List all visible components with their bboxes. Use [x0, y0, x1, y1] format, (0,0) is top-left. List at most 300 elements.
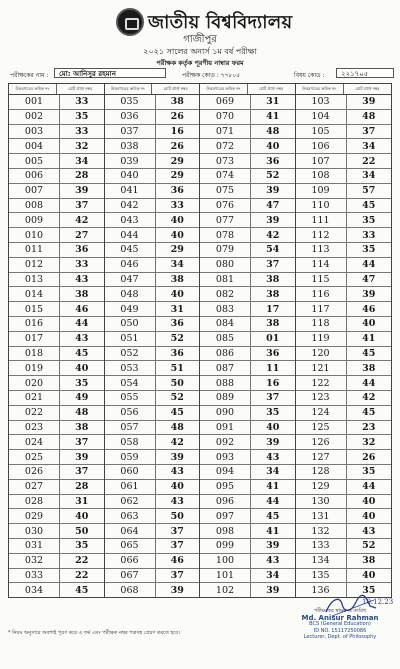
table-row — [9, 465, 104, 480]
answer-script-serial: 100 — [200, 554, 251, 568]
obtained-marks: 47 — [266, 199, 280, 211]
table-row — [9, 495, 104, 510]
obtained-marks: 38 — [362, 555, 376, 567]
answer-script-serial: 087 — [200, 361, 251, 375]
table-row — [9, 95, 104, 110]
answer-script-serial: 067 — [105, 569, 156, 583]
answer-script-serial: 055 — [105, 391, 156, 405]
answer-script-serial: 012 — [9, 258, 60, 272]
obtained-marks: 29 — [170, 244, 184, 256]
table-row — [105, 110, 200, 125]
obtained-marks: 38 — [266, 288, 280, 300]
obtained-marks: 52 — [362, 540, 376, 552]
table-row — [9, 554, 104, 569]
table-row — [105, 213, 200, 228]
table-row — [296, 169, 392, 184]
answer-script-serial: 065 — [105, 539, 156, 553]
table-row — [105, 302, 200, 317]
obtained-marks: 39 — [362, 96, 376, 108]
table-row — [296, 421, 392, 436]
obtained-marks: 34 — [75, 155, 89, 167]
examiner-code-label: পরীক্ষক কোড : ৭৭৮০৫ — [182, 72, 241, 79]
column-header — [200, 84, 295, 95]
table-row — [9, 199, 104, 214]
answer-script-serial: 113 — [296, 243, 347, 257]
table-row — [200, 184, 295, 199]
answer-script-serial: 109 — [296, 184, 347, 198]
obtained-marks: 39 — [362, 288, 376, 300]
table-row — [200, 110, 295, 125]
answer-script-serial: 110 — [296, 199, 347, 213]
obtained-marks: 50 — [75, 525, 89, 537]
answer-script-serial: 014 — [9, 287, 60, 301]
answer-script-serial: 044 — [105, 228, 156, 242]
table-row — [200, 243, 295, 258]
obtained-marks: 33 — [362, 229, 376, 241]
answer-script-serial: 018 — [9, 347, 60, 361]
table-row — [200, 539, 295, 554]
table-row — [9, 347, 104, 362]
obtained-marks: 43 — [75, 333, 89, 345]
stamp-title: BCS (General Education) — [309, 621, 371, 627]
answer-script-serial: 073 — [200, 154, 251, 168]
answer-script-serial: 042 — [105, 199, 156, 213]
obtained-marks: 16 — [266, 377, 280, 389]
table-row — [105, 465, 200, 480]
answer-script-serial: 101 — [200, 569, 251, 583]
answer-script-serial: 048 — [105, 287, 156, 301]
table-row — [105, 199, 200, 214]
obtained-marks: 33 — [75, 259, 89, 271]
answer-script-serial: 107 — [296, 154, 347, 168]
answer-script-serial: 092 — [200, 435, 251, 449]
answer-script-serial: 068 — [105, 583, 156, 597]
marks-header: মোট প্রাপ্ত নম্বর — [355, 86, 380, 91]
answer-script-serial: 124 — [296, 406, 347, 420]
table-row — [105, 509, 200, 524]
obtained-marks: 38 — [170, 273, 184, 285]
table-row — [9, 391, 104, 406]
answer-script-serial: 061 — [105, 480, 156, 494]
obtained-marks: 29 — [170, 170, 184, 182]
table-row — [9, 524, 104, 539]
obtained-marks: 35 — [362, 584, 376, 596]
obtained-marks: 52 — [170, 392, 184, 404]
obtained-marks: 39 — [75, 451, 89, 463]
obtained-marks: 39 — [75, 185, 89, 197]
table-row — [296, 317, 392, 332]
obtained-marks: 57 — [362, 185, 376, 197]
table-row — [105, 406, 200, 421]
obtained-marks: 11 — [266, 362, 280, 374]
obtained-marks: 38 — [170, 96, 184, 108]
table-row — [9, 406, 104, 421]
obtained-marks: 48 — [362, 111, 376, 123]
table-row — [200, 421, 295, 436]
table-row — [105, 332, 200, 347]
obtained-marks: 34 — [170, 259, 184, 271]
answer-script-serial: 078 — [200, 228, 251, 242]
marks-column — [200, 84, 296, 597]
answer-script-serial: 104 — [296, 110, 347, 124]
table-row — [296, 361, 392, 376]
obtained-marks: 43 — [362, 525, 376, 537]
table-row — [296, 125, 392, 140]
subject-code-label: বিষয় কোড : — [294, 72, 325, 79]
table-row — [9, 154, 104, 169]
footer-note: * নিয়ম অনুসারে অবশ্যই পূরণ করে এ ফর্ম এবং পরীক্ষক নম্বর পত্রসহ প্রেরণ করতে হবে। — [8, 630, 180, 636]
obtained-marks: 43 — [170, 466, 184, 478]
obtained-marks: 22 — [75, 569, 89, 581]
table-row — [105, 273, 200, 288]
marks-column — [105, 84, 201, 597]
answer-script-serial: 122 — [296, 376, 347, 390]
answer-script-serial: 112 — [296, 228, 347, 242]
stamp-id: ID NO. 15117250086 — [313, 627, 367, 634]
answer-script-serial: 001 — [9, 95, 60, 109]
table-row — [105, 539, 200, 554]
answer-script-serial: 079 — [200, 243, 251, 257]
answer-script-serial: 003 — [9, 125, 60, 139]
obtained-marks: 42 — [170, 436, 184, 448]
table-row — [105, 391, 200, 406]
answer-script-serial: 084 — [200, 317, 251, 331]
answer-script-serial: 136 — [296, 583, 347, 597]
table-row — [9, 139, 104, 154]
table-row — [296, 347, 392, 362]
table-row — [9, 509, 104, 524]
obtained-marks: 37 — [362, 125, 376, 137]
answer-script-serial: 002 — [9, 110, 60, 124]
obtained-marks: 35 — [75, 540, 89, 552]
obtained-marks: 37 — [170, 525, 184, 537]
table-row — [9, 421, 104, 436]
obtained-marks: 51 — [170, 362, 184, 374]
obtained-marks: 45 — [362, 199, 376, 211]
marks-header: মোট প্রাপ্ত নম্বর — [259, 86, 284, 91]
table-row — [9, 332, 104, 347]
answer-script-serial: 076 — [200, 199, 251, 213]
table-row — [200, 273, 295, 288]
answer-script-serial: 033 — [9, 569, 60, 583]
marks-table — [8, 83, 392, 598]
table-row — [296, 435, 392, 450]
answer-script-serial: 075 — [200, 184, 251, 198]
table-row — [200, 154, 295, 169]
table-row — [105, 495, 200, 510]
table-row — [105, 169, 200, 184]
obtained-marks: 35 — [362, 214, 376, 226]
answer-script-serial: 114 — [296, 258, 347, 272]
answer-script-serial: 083 — [200, 302, 251, 316]
answer-script-serial: 096 — [200, 495, 251, 509]
answer-script-serial: 017 — [9, 332, 60, 346]
answer-script-serial: 035 — [105, 95, 156, 109]
answer-script-serial: 081 — [200, 273, 251, 287]
obtained-marks: 16 — [170, 125, 184, 137]
obtained-marks: 40 — [362, 318, 376, 330]
answer-script-serial: 103 — [296, 95, 347, 109]
answer-script-serial: 066 — [105, 554, 156, 568]
answer-script-serial: 106 — [296, 139, 347, 153]
table-row — [296, 465, 392, 480]
answer-script-serial: 125 — [296, 421, 347, 435]
obtained-marks: 27 — [75, 229, 89, 241]
obtained-marks: 48 — [266, 125, 280, 137]
obtained-marks: 35 — [75, 111, 89, 123]
answer-script-serial: 135 — [296, 569, 347, 583]
obtained-marks: 35 — [266, 407, 280, 419]
answer-script-serial: 020 — [9, 376, 60, 390]
obtained-marks: 38 — [266, 318, 280, 330]
obtained-marks: 37 — [75, 466, 89, 478]
table-row — [200, 169, 295, 184]
obtained-marks: 48 — [170, 421, 184, 433]
table-row — [200, 347, 295, 362]
answer-script-serial: 015 — [9, 302, 60, 316]
exam-title: ২০২১ সালের অনার্স ১ম বর্ষ পরীক্ষা — [143, 47, 257, 56]
obtained-marks: 52 — [266, 170, 280, 182]
answer-script-serial: 088 — [200, 376, 251, 390]
table-row — [9, 539, 104, 554]
answer-script-serial: 134 — [296, 554, 347, 568]
answer-script-serial: 022 — [9, 406, 60, 420]
table-row — [9, 110, 104, 125]
table-row — [296, 391, 392, 406]
table-row — [9, 450, 104, 465]
answer-script-serial: 045 — [105, 243, 156, 257]
table-row — [200, 361, 295, 376]
answer-script-serial: 072 — [200, 139, 251, 153]
answer-script-serial: 036 — [105, 110, 156, 124]
answer-script-serial: 120 — [296, 347, 347, 361]
table-row — [296, 273, 392, 288]
answer-script-serial: 119 — [296, 332, 347, 346]
table-row — [9, 376, 104, 391]
table-row — [200, 495, 295, 510]
obtained-marks: 36 — [170, 318, 184, 330]
obtained-marks: 45 — [170, 407, 184, 419]
table-row — [105, 361, 200, 376]
answer-script-serial: 043 — [105, 213, 156, 227]
table-row — [200, 480, 295, 495]
answer-script-serial: 069 — [200, 95, 251, 109]
answer-script-serial: 027 — [9, 480, 60, 494]
table-row — [9, 361, 104, 376]
table-row — [200, 302, 295, 317]
obtained-marks: 32 — [75, 140, 89, 152]
obtained-marks: 41 — [266, 525, 280, 537]
table-row — [296, 509, 392, 524]
obtained-marks: 40 — [362, 510, 376, 522]
answer-script-serial: 091 — [200, 421, 251, 435]
table-row — [105, 139, 200, 154]
obtained-marks: 45 — [362, 347, 376, 359]
table-row — [105, 583, 200, 597]
table-row — [200, 376, 295, 391]
answer-script-serial: 026 — [9, 465, 60, 479]
answer-script-serial: 063 — [105, 509, 156, 523]
stamp-name: Md. Anisur Rahman — [301, 613, 379, 622]
table-row — [105, 524, 200, 539]
answer-script-serial: 019 — [9, 361, 60, 375]
obtained-marks: 29 — [170, 155, 184, 167]
obtained-marks: 23 — [362, 421, 376, 433]
table-row — [9, 435, 104, 450]
table-row — [200, 435, 295, 450]
obtained-marks: 35 — [75, 377, 89, 389]
table-row — [200, 524, 295, 539]
answer-script-serial: 131 — [296, 509, 347, 523]
obtained-marks: 48 — [75, 407, 89, 419]
table-row — [200, 406, 295, 421]
answer-script-serial: 099 — [200, 539, 251, 553]
obtained-marks: 35 — [362, 244, 376, 256]
table-row — [296, 539, 392, 554]
university-name: জাতীয় বিশ্ববিদ্যালয় — [148, 12, 293, 33]
obtained-marks: 26 — [362, 451, 376, 463]
answer-script-serial: 030 — [9, 524, 60, 538]
column-header — [296, 84, 392, 95]
answer-script-serial: 029 — [9, 509, 60, 523]
answer-script-serial: 108 — [296, 169, 347, 183]
answer-script-serial: 031 — [9, 539, 60, 553]
obtained-marks: 17 — [266, 303, 280, 315]
table-row — [200, 391, 295, 406]
examiner-info-row — [10, 68, 392, 80]
answer-script-serial: 032 — [9, 554, 60, 568]
obtained-marks: 26 — [170, 111, 184, 123]
answer-script-serial: 071 — [200, 125, 251, 139]
column-header — [105, 84, 200, 95]
obtained-marks: 41 — [266, 111, 280, 123]
answer-script-serial: 082 — [200, 287, 251, 301]
table-row — [296, 524, 392, 539]
obtained-marks: 44 — [75, 318, 89, 330]
obtained-marks: 28 — [75, 170, 89, 182]
examiner-name-field: মো: আনিসুর রহমান — [54, 68, 166, 78]
table-row — [296, 569, 392, 584]
obtained-marks: 38 — [75, 288, 89, 300]
answer-script-serial: 093 — [200, 450, 251, 464]
marks-column — [296, 84, 392, 597]
answer-script-serial: 132 — [296, 524, 347, 538]
table-row — [296, 95, 392, 110]
answer-script-serial: 126 — [296, 435, 347, 449]
table-row — [9, 317, 104, 332]
answer-script-serial: 052 — [105, 347, 156, 361]
stamp-caption: পরীক্ষকের স্বাক্ষর ও তারিখ — [313, 608, 367, 614]
table-row — [200, 317, 295, 332]
answer-script-serial: 098 — [200, 524, 251, 538]
table-row — [9, 169, 104, 184]
obtained-marks: 40 — [266, 140, 280, 152]
obtained-marks: 32 — [362, 436, 376, 448]
answer-script-serial: 089 — [200, 391, 251, 405]
table-row — [296, 376, 392, 391]
answer-script-serial: 077 — [200, 213, 251, 227]
obtained-marks: 28 — [75, 481, 89, 493]
obtained-marks: 34 — [266, 569, 280, 581]
column-header — [9, 84, 104, 95]
table-row — [296, 332, 392, 347]
marks-header: মোট প্রাপ্ত নম্বর — [68, 86, 93, 91]
obtained-marks: 44 — [362, 377, 376, 389]
table-row — [200, 125, 295, 140]
answer-script-serial: 102 — [200, 583, 251, 597]
obtained-marks: 01 — [266, 333, 280, 345]
table-row — [105, 376, 200, 391]
obtained-marks: 39 — [170, 451, 184, 463]
table-row — [9, 125, 104, 140]
answer-script-serial: 049 — [105, 302, 156, 316]
answer-script-serial: 010 — [9, 228, 60, 242]
obtained-marks: 31 — [266, 96, 280, 108]
table-row — [200, 509, 295, 524]
obtained-marks: 37 — [266, 392, 280, 404]
table-row — [105, 421, 200, 436]
obtained-marks: 43 — [266, 451, 280, 463]
obtained-marks: 35 — [362, 466, 376, 478]
answer-script-serial: 129 — [296, 480, 347, 494]
table-row — [200, 139, 295, 154]
table-row — [296, 450, 392, 465]
obtained-marks: 33 — [170, 199, 184, 211]
answer-script-serial: 130 — [296, 495, 347, 509]
table-row — [200, 213, 295, 228]
answer-script-serial: 004 — [9, 139, 60, 153]
table-row — [9, 228, 104, 243]
answer-script-serial: 097 — [200, 509, 251, 523]
obtained-marks: 40 — [362, 495, 376, 507]
answer-script-serial: 039 — [105, 154, 156, 168]
university-city: গাজীপুর — [183, 34, 217, 45]
table-row — [296, 199, 392, 214]
obtained-marks: 44 — [362, 259, 376, 271]
answer-script-serial: 115 — [296, 273, 347, 287]
table-row — [200, 228, 295, 243]
obtained-marks: 42 — [266, 229, 280, 241]
serial-header: উত্তরপত্রের ক্রমিক নং — [296, 84, 344, 94]
answer-script-serial: 118 — [296, 317, 347, 331]
obtained-marks: 45 — [362, 407, 376, 419]
obtained-marks: 43 — [75, 273, 89, 285]
answer-script-serial: 011 — [9, 243, 60, 257]
table-row — [296, 258, 392, 273]
table-row — [200, 332, 295, 347]
table-row — [296, 154, 392, 169]
obtained-marks: 43 — [170, 495, 184, 507]
obtained-marks: 42 — [75, 214, 89, 226]
answer-script-serial: 047 — [105, 273, 156, 287]
obtained-marks: 46 — [362, 303, 376, 315]
obtained-marks: 54 — [266, 244, 280, 256]
answer-script-serial: 095 — [200, 480, 251, 494]
table-row — [105, 435, 200, 450]
obtained-marks: 37 — [75, 436, 89, 448]
obtained-marks: 39 — [266, 584, 280, 596]
answer-script-serial: 021 — [9, 391, 60, 405]
answer-script-serial: 062 — [105, 495, 156, 509]
obtained-marks: 38 — [362, 362, 376, 374]
obtained-marks: 44 — [362, 481, 376, 493]
answer-script-serial: 085 — [200, 332, 251, 346]
table-row — [105, 554, 200, 569]
obtained-marks: 40 — [170, 229, 184, 241]
obtained-marks: 39 — [266, 185, 280, 197]
table-row — [105, 569, 200, 584]
answer-script-serial: 024 — [9, 435, 60, 449]
